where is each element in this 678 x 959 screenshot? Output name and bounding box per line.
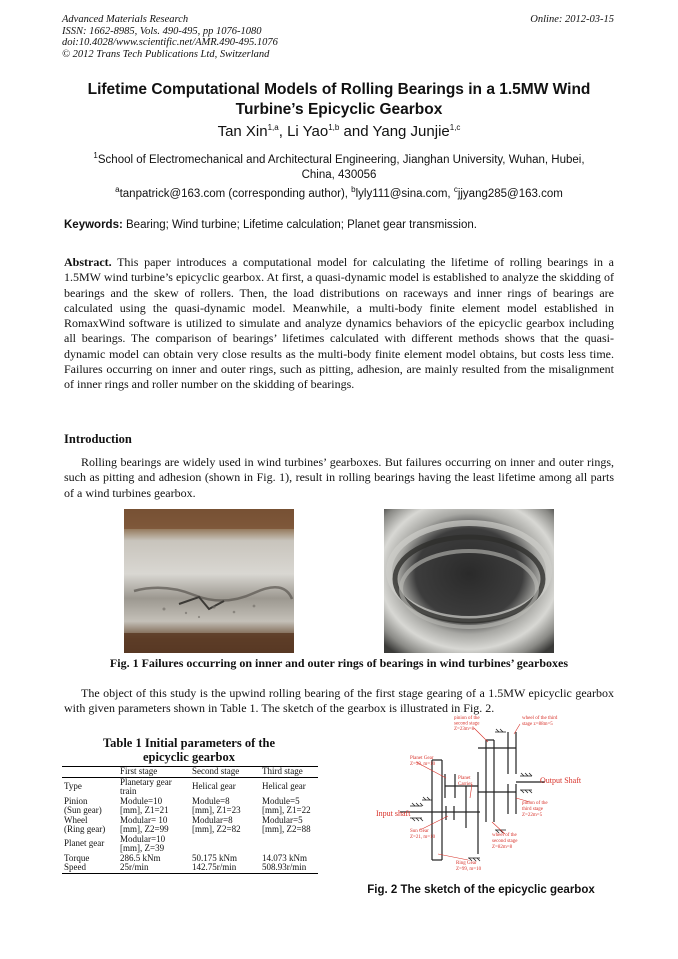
table-cell: 25r/min bbox=[118, 863, 190, 873]
author-2: Li Yao bbox=[287, 123, 329, 140]
table-header-cell bbox=[62, 767, 118, 778]
row-label-line: (Ring gear) bbox=[64, 824, 106, 834]
table-cell bbox=[260, 797, 318, 816]
table-row bbox=[62, 777, 318, 797]
table-cell: 14.073 kNm bbox=[262, 852, 307, 863]
table-cell bbox=[190, 797, 260, 816]
table-cell: Helical gear bbox=[192, 781, 236, 792]
cell-line: [mm], Z2=88 bbox=[262, 824, 311, 834]
cell-line: [mm], Z1=22 bbox=[262, 805, 311, 815]
paper-title bbox=[70, 80, 608, 120]
keywords bbox=[64, 219, 614, 231]
row-label bbox=[62, 816, 118, 835]
row-label-line: Pinion bbox=[64, 795, 88, 806]
label-pinion-second: second stage bbox=[454, 721, 480, 727]
table-cell bbox=[118, 797, 190, 816]
cell-line: Modular= 10 bbox=[120, 814, 168, 825]
cell-line: [mm], Z1=21 bbox=[120, 805, 169, 815]
copyright: © 2012 Trans Tech Publications Ltd, Switzerland bbox=[62, 48, 270, 60]
author-3-sup: 1,c bbox=[449, 123, 461, 132]
label-wheel-second: wheel of the bbox=[492, 833, 517, 838]
cell-line: [mm], Z2=99 bbox=[120, 824, 169, 834]
email-a-sup: a bbox=[115, 185, 120, 194]
issn: ISSN: 1662-8985, Vols. 490-495, pp 1076-1080 bbox=[62, 25, 262, 37]
email-b[interactable]: lyly111@sina.com, bbox=[355, 187, 451, 200]
gearbox-sketch bbox=[370, 712, 610, 880]
row-label-line: Wheel bbox=[64, 814, 88, 825]
label-pinion-second: Z=23m=8 bbox=[454, 727, 475, 732]
authors: Tan Xin$^{1,a}$, Li Yao$^{1,b}$ and Yang Junjie$^{1,c}$ bbox=[217, 123, 461, 140]
emails bbox=[60, 185, 618, 200]
table-cell: Helical gear bbox=[262, 781, 306, 792]
label-wheel-second: second stage bbox=[492, 839, 518, 844]
table1-caption-line-1: Table 1 Initial parameters of the bbox=[102, 736, 276, 750]
label-ring-gear: Z=99, m=10 bbox=[456, 867, 482, 872]
parameters-table bbox=[62, 766, 318, 874]
table-header-cell: First stage bbox=[118, 767, 190, 778]
cell-line: [mm], Z2=82 bbox=[192, 824, 241, 834]
table-cell: 50.175 kNm bbox=[192, 852, 237, 863]
authors-and: and bbox=[343, 123, 369, 140]
label-planet-gear: Z=39, m=10 bbox=[410, 762, 436, 767]
online-date: Online: 2012-03-15 bbox=[530, 14, 614, 25]
bearing-outer-ring-photo bbox=[384, 509, 554, 653]
fig2-caption: Fig. 2 The sketch of the epicyclic gearbox bbox=[367, 884, 595, 896]
intro-heading: Introduction bbox=[64, 432, 132, 446]
row-label: Torque bbox=[64, 852, 90, 863]
label-ring-gear: Ring Gear bbox=[456, 861, 477, 866]
affiliation-line-1: School of Electromechanical and Architectural Engineering, Jianghan University, Wuhan, Hubei, bbox=[97, 153, 585, 166]
table-cell bbox=[260, 816, 318, 835]
row-label: Planet gear bbox=[64, 838, 105, 849]
title-line-1: Lifetime Computational Models of Rolling Bearings in a 1.5MW Wind bbox=[87, 81, 591, 98]
cell-line: Module=8 bbox=[192, 795, 230, 806]
table-cell: 286.5 kNm bbox=[120, 852, 161, 863]
table-row bbox=[62, 816, 318, 835]
label-pinion-second: pinion of the bbox=[454, 716, 480, 721]
label-output-shaft: Output Shaft bbox=[540, 776, 582, 785]
email-c[interactable]: jjyang285@163.com bbox=[457, 187, 563, 200]
author-2-sup: 1,b bbox=[328, 123, 340, 132]
table-row bbox=[62, 835, 318, 854]
doi: doi:10.4028/www.scientific.net/AMR.490-495.1076 bbox=[62, 37, 278, 48]
table-cell bbox=[190, 816, 260, 835]
label-wheel-third: stage z=88m=5 bbox=[522, 722, 553, 727]
label-sun-gear: Z=21, m=10 bbox=[410, 835, 436, 840]
fig1-caption: Fig. 1 Failures occurring on inner and outer rings of bearings in wind turbines’ gearboxes bbox=[109, 656, 569, 670]
table-cell: 142.75r/min bbox=[190, 863, 260, 873]
table-cell bbox=[118, 835, 190, 854]
label-planet-gear: Planet Gear bbox=[410, 756, 434, 761]
label-planet-carrier: Carrier bbox=[458, 782, 473, 787]
affiliation-line-2: China, 430056 bbox=[301, 168, 377, 181]
author-1-sup: 1,a bbox=[267, 123, 279, 132]
label-wheel-third: wheel of the third bbox=[522, 716, 558, 721]
abstract-text: This paper introduces a computational model for calculating the lifetime of rolling bearings in a 1.5MW wind turbine’s epicyclic gearbox. At first, a quasi-dynamic model is established to analyze the skidding of bearings and the skew of rollers. Then, the load distributions on raceways and inner rings of bearings are calculated using the quasi-dynamic model. Meanwhile, a multi-body finite element model established in RomaxWind software is utilized to simulate and analyze dynamics behaviors of the epicyclic gearbox including all bearings. The comparison of bearings’ lifetimes calculated with different methods shows that the quasi-dynamic model can obtain very close results as the multi-body finite element model obtains, but costs less time. Failures occurring on inner and outer rings, such as pitting, adhesion, are mainly resulted from the misalignment of inner rings and roller number on the skidding of bearings. bbox=[64, 255, 614, 392]
bearing-inner-ring-photo bbox=[124, 509, 294, 653]
table-cell bbox=[190, 835, 260, 854]
author-3: Yang Junjie bbox=[372, 123, 450, 140]
label-pinion-third: Z=22m=5 bbox=[522, 813, 543, 818]
label-planet-carrier: Planet bbox=[458, 776, 471, 781]
label-wheel-second: Z=82m=8 bbox=[492, 845, 513, 850]
table-header-cell: Third stage bbox=[260, 767, 318, 778]
journal-header bbox=[62, 14, 278, 60]
table-row bbox=[62, 863, 318, 873]
intro-paragraph: Rolling bearings are widely used in wind turbines’ gearboxes. But failures occurring on inner and outer rings, such as pitting and adhesion (shown in Fig. 1), result in rolling bearings having the least lifetime among all parts of a wind turbines gearbox. bbox=[64, 455, 614, 500]
label-input-shaft: Input shaft bbox=[376, 809, 411, 818]
cell-line: [mm], Z=39 bbox=[120, 843, 165, 853]
cell-line: Module=10 bbox=[120, 795, 163, 806]
affiliation-sup: 1 bbox=[93, 151, 98, 160]
label-pinion-third: pinion of the bbox=[522, 801, 548, 806]
cell-line: Module=5 bbox=[262, 795, 300, 806]
cell-line: [mm], Z1=23 bbox=[192, 805, 241, 815]
cell-line: Modular=5 bbox=[262, 814, 303, 825]
row-label-line: (Sun gear) bbox=[64, 805, 102, 815]
table-cell: 508.93r/min bbox=[260, 863, 318, 873]
abstract-label: Abstract. bbox=[64, 255, 112, 269]
keywords-text: Bearing; Wind turbine; Lifetime calculation; Planet gear transmission. bbox=[126, 219, 477, 231]
table-row bbox=[62, 797, 318, 816]
table-header-cell: Second stage bbox=[190, 767, 260, 778]
email-a[interactable]: tanpatrick@163.com (corresponding author), bbox=[119, 187, 348, 200]
keywords-label: Keywords: bbox=[64, 219, 123, 231]
affiliation bbox=[60, 148, 618, 183]
title-line-2: Turbine’s Epicyclic Gearbox bbox=[235, 101, 443, 118]
table1-caption bbox=[64, 736, 314, 764]
abstract bbox=[64, 255, 614, 393]
table-cell bbox=[118, 816, 190, 835]
table-cell: Planetary gear train bbox=[120, 776, 172, 796]
label-sun-gear: Sun Gear bbox=[410, 829, 429, 834]
table1-caption-line-2: epicyclic gearbox bbox=[143, 750, 235, 764]
journal-name: Advanced Materials Research bbox=[62, 14, 189, 25]
table-cell bbox=[260, 835, 318, 854]
row-label bbox=[62, 797, 118, 816]
email-b-sup: b bbox=[351, 185, 356, 194]
cell-line: Modular=10 bbox=[120, 833, 166, 844]
row-label: Speed bbox=[62, 863, 118, 873]
author-1: Tan Xin bbox=[217, 123, 268, 140]
object-paragraph: The object of this study is the upwind rolling bearing of the first stage gearing of a 1.5MW epicyclic gearbox with given parameters shown in Table 1. The sketch of the gearbox is illustrated in Fig. 2. bbox=[64, 686, 614, 716]
email-c-sup: c bbox=[453, 185, 458, 194]
label-pinion-third: third stage bbox=[522, 807, 543, 812]
row-label: Type bbox=[64, 781, 82, 792]
cell-line: Modular=8 bbox=[192, 814, 233, 825]
table-header-row bbox=[62, 767, 318, 778]
